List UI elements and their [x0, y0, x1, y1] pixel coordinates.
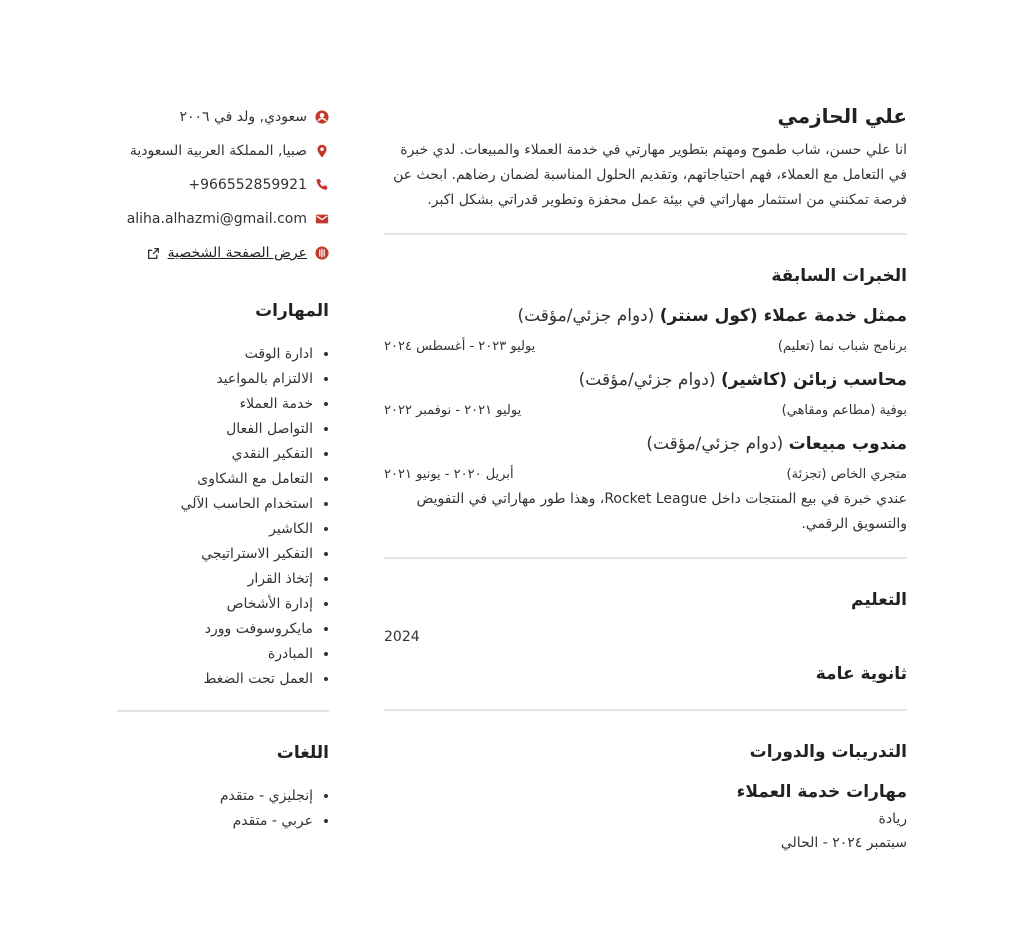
- job-dates: يوليو ٢٠٢١ - نوفمبر ٢٠٢٢: [384, 403, 522, 418]
- job-title-line: [384, 301, 907, 331]
- job-title: محاسب زبائن (كاشير): [721, 370, 907, 390]
- external-link-icon[interactable]: [147, 247, 160, 260]
- main-column: [384, 100, 907, 855]
- profile-summary: انا علي حسن، شاب طموح ومهتم بتطوير مهارتي في خدمة العملاء والمبيعات. لدي خبرة في التعامل مع العملاء، فهم احتياجاتهم، وتقديم الحلول المناسبة لضمان رضاهم. ابحث عن فرصة تمكنني من استثمار مهاراتي في بيئة عمل محفزة وتطوير قدراتي بشكل اكبر.: [393, 142, 907, 208]
- course-title: مهارات خدمة العملاء: [736, 782, 907, 802]
- email-text[interactable]: aliha.alhazmi@gmail.com: [126, 211, 307, 227]
- languages-list: [117, 784, 329, 834]
- job-organization: برنامج شباب نما (تعليم): [777, 339, 907, 354]
- job-title: ممثل خدمة عملاء (كول سنتر): [659, 306, 907, 326]
- envelope-icon: [315, 212, 329, 226]
- course-organization: ريادة: [878, 811, 907, 827]
- job-item: [384, 365, 907, 423]
- location-text: صبيا, المملكة العربية السعودية: [129, 143, 307, 159]
- contact-email[interactable]: [117, 202, 329, 236]
- job-type: (دوام جزئي/مؤقت): [578, 370, 716, 390]
- list-item: • استخدام الحاسب الآلي: [117, 492, 313, 517]
- list-item: • إتخاذ القرار: [117, 567, 313, 592]
- course-dates: سبتمبر ٢٠٢٤ - الحالي: [780, 835, 907, 851]
- education-title: التعليم: [851, 590, 907, 610]
- education-section: [384, 585, 907, 689]
- languages-title: اللغات: [276, 743, 329, 763]
- job-meta: [384, 335, 907, 359]
- contact-nationality: [117, 100, 329, 134]
- job-dates: يوليو ٢٠٢٣ - أغسطس ٢٠٢٤: [384, 339, 536, 354]
- phone-text[interactable]: +966552859921: [188, 177, 307, 193]
- list-item: • التواصل الفعال: [117, 417, 313, 442]
- skills-title: المهارات: [255, 301, 329, 321]
- job-item: [384, 429, 907, 537]
- courses-section: [384, 737, 907, 855]
- list-item: • التفكير الاستراتيجي: [117, 542, 313, 567]
- candidate-name: علي الحازمي: [777, 104, 907, 128]
- phone-icon: [315, 178, 329, 192]
- person-circle-icon: [315, 110, 329, 124]
- education-year: 2024: [384, 629, 420, 645]
- section-divider: [384, 233, 907, 235]
- job-type: (دوام جزئي/مؤقت): [646, 434, 784, 454]
- job-organization: متجري الخاص (تجزئة): [786, 467, 907, 482]
- list-item: • الالتزام بالمواعيد: [117, 367, 313, 392]
- sidebar: [117, 100, 329, 834]
- list-item: • مايكروسوفت وورد: [117, 617, 313, 642]
- list-item: • التعامل مع الشكاوى: [117, 467, 313, 492]
- list-item: • العمل تحت الضغط: [117, 667, 313, 692]
- contact-location: [117, 134, 329, 168]
- skills-list: [117, 342, 329, 692]
- list-item: • عربي - متقدم: [117, 809, 313, 834]
- job-item: [384, 301, 907, 359]
- section-divider: [117, 710, 329, 712]
- list-item: • التفكير النقدي: [117, 442, 313, 467]
- job-meta: [384, 463, 907, 487]
- contact-phone[interactable]: [117, 168, 329, 202]
- section-divider: [384, 709, 907, 711]
- job-meta: [384, 399, 907, 423]
- job-title-line: [384, 429, 907, 459]
- contact-list: [117, 100, 329, 270]
- job-dates: أبريل ٢٠٢٠ - يونيو ٢٠٢١: [384, 467, 514, 482]
- map-pin-icon: [315, 144, 329, 158]
- list-item: • الكاشير: [117, 517, 313, 542]
- nationality-text: سعودي, ولد في ٢٠٠٦: [179, 109, 307, 125]
- education-degree: ثانوية عامة: [815, 664, 907, 684]
- courses-title: التدريبات والدورات: [749, 742, 907, 762]
- section-divider: [384, 557, 907, 559]
- experience-section: [384, 261, 907, 537]
- job-organization: بوفية (مطاعم ومقاهي): [781, 403, 907, 418]
- job-type: (دوام جزئي/مؤقت): [517, 306, 655, 326]
- list-item: • المبادرة: [117, 642, 313, 667]
- list-item: • خدمة العملاء: [117, 392, 313, 417]
- contact-profile-link[interactable]: [117, 236, 329, 270]
- list-item: • ادارة الوقت: [117, 342, 313, 367]
- job-title-line: [384, 365, 907, 395]
- experience-title: الخبرات السابقة: [771, 266, 907, 286]
- list-item: • إنجليزي - متقدم: [117, 784, 313, 809]
- profile-badge-icon: [315, 246, 329, 260]
- profile-link[interactable]: عرض الصفحة الشخصية: [167, 245, 307, 261]
- job-title: مندوب مبيعات: [788, 434, 907, 454]
- job-description: عندي خبرة في بيع المنتجات داخل Rocket League، وهذا طور مهاراتي في التفويض والتسويق الرقمي.: [416, 491, 907, 532]
- list-item: • إدارة الأشخاص: [117, 592, 313, 617]
